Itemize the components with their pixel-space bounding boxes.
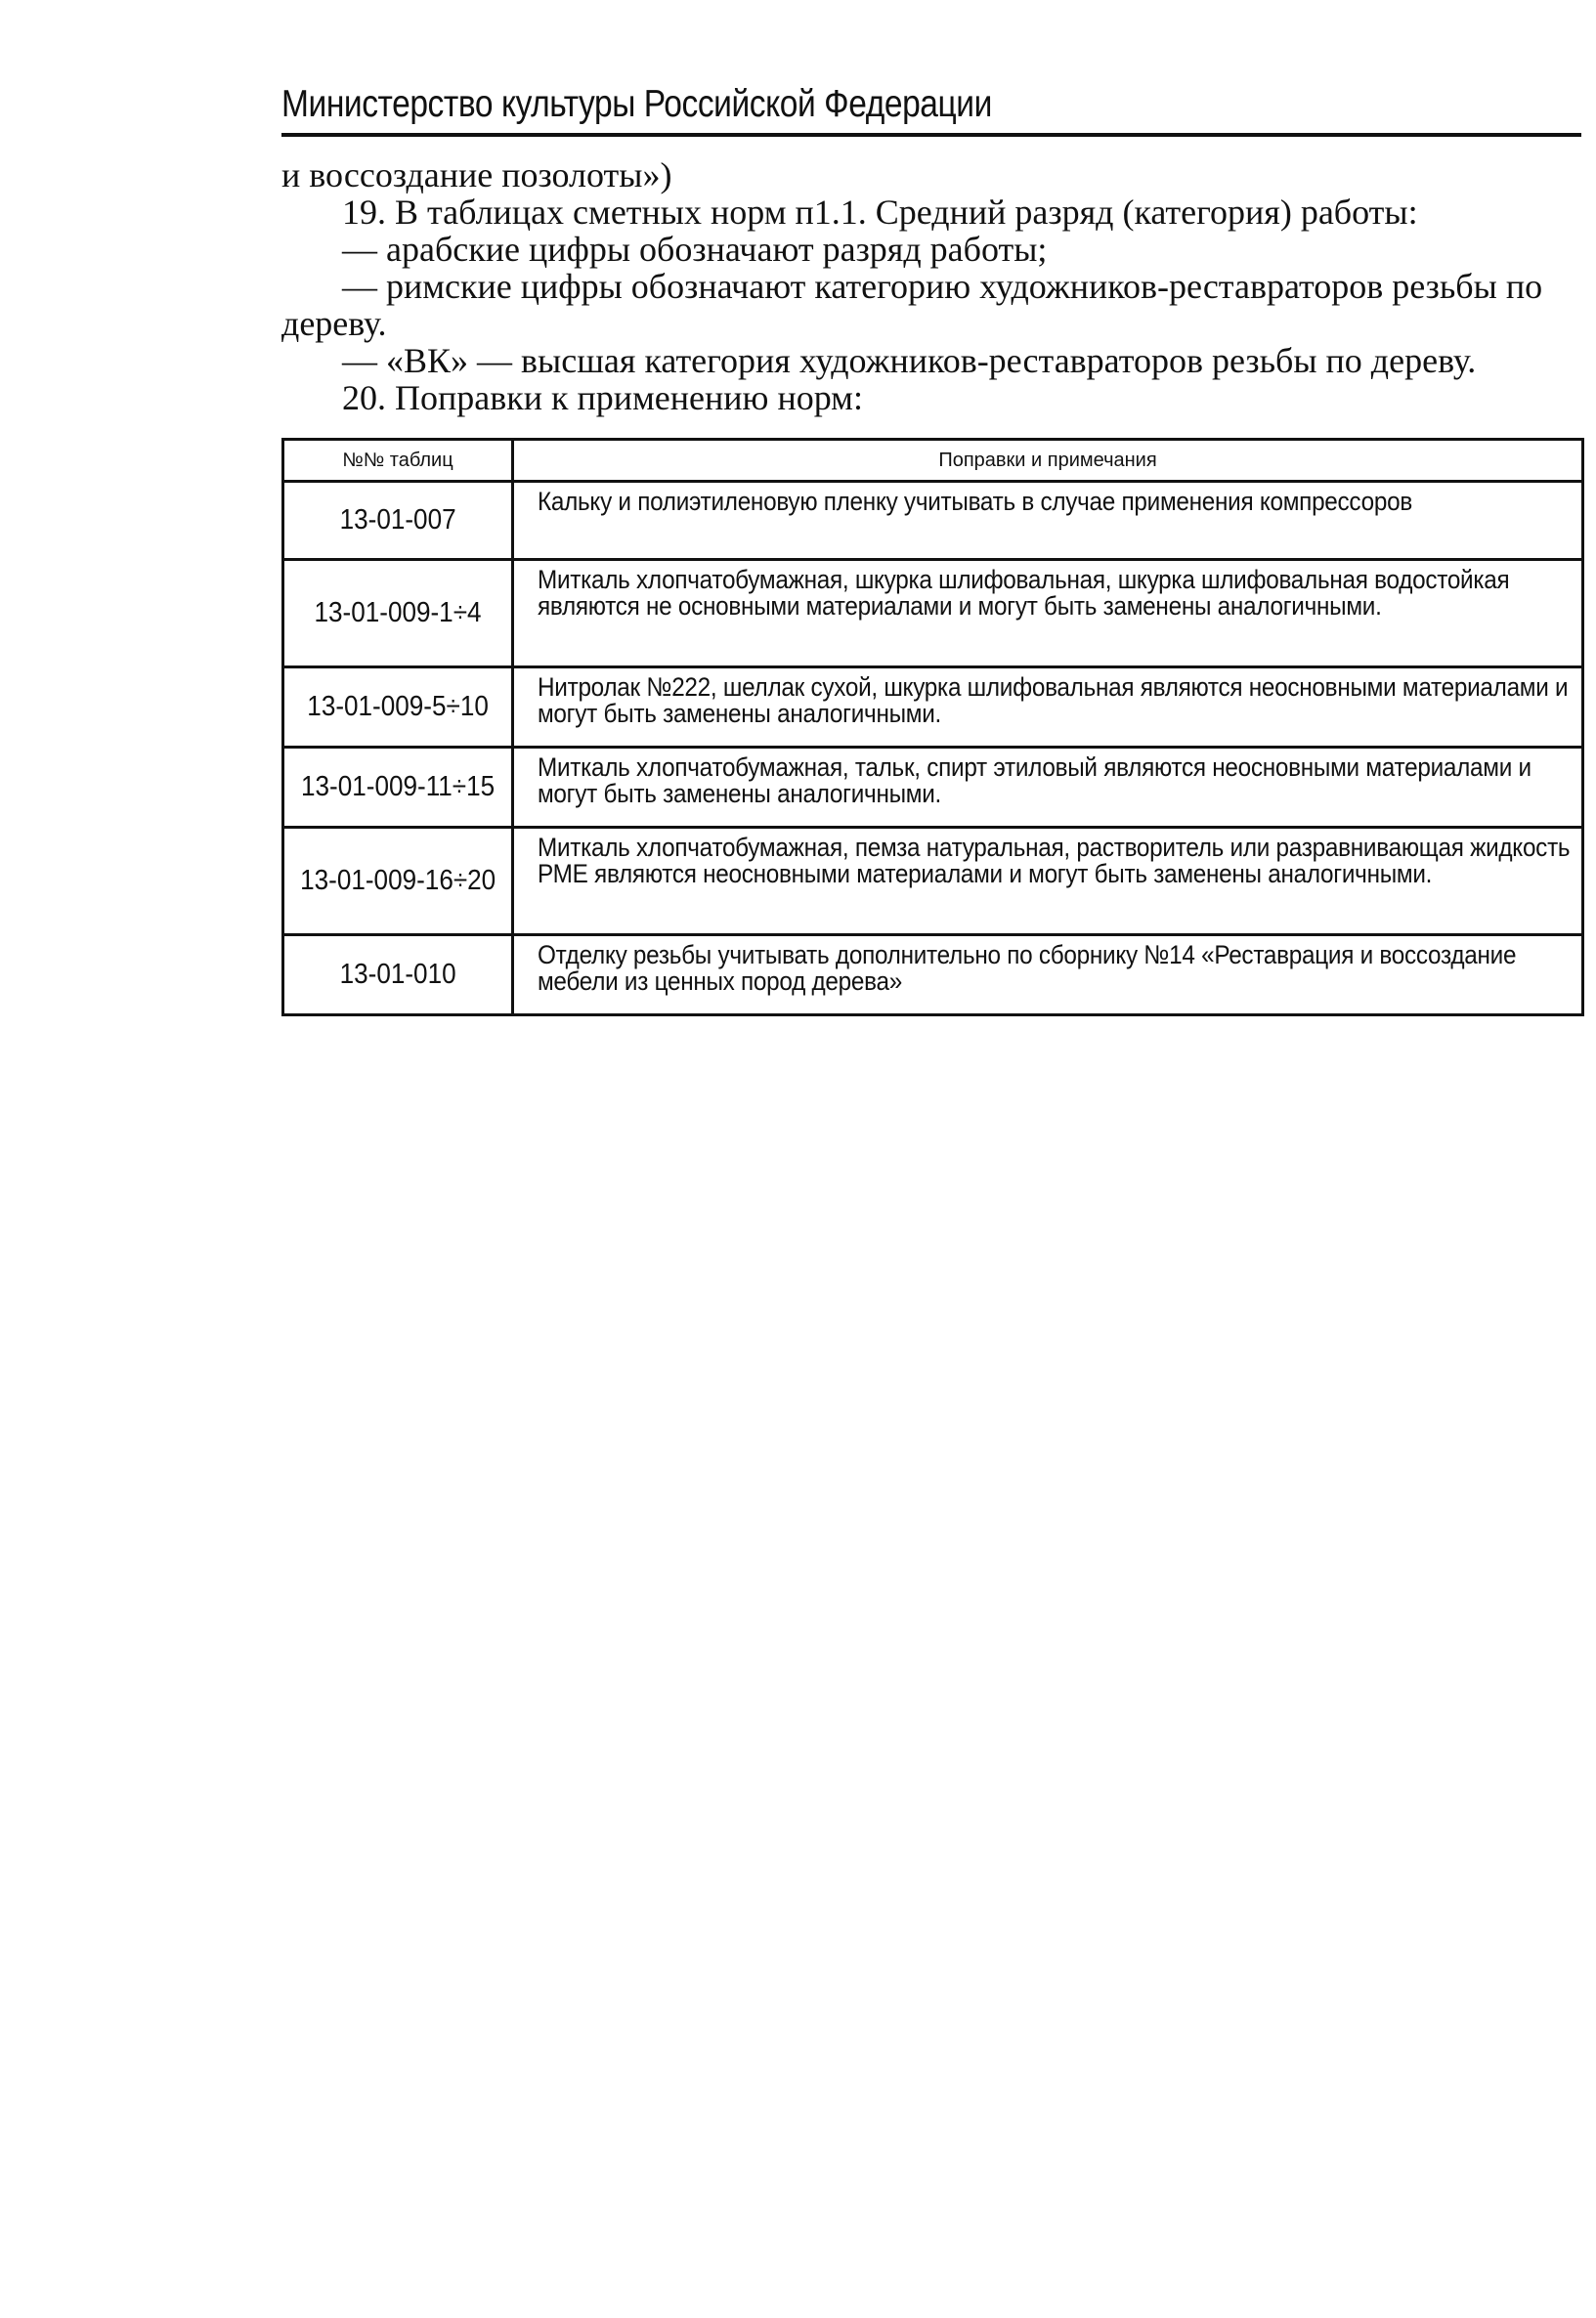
table-note: Миткаль хлопчатобумажная, пемза натуральная, растворитель или разравнивающая жидкость РМЕ являются неосновными материалами и могут быть заменены аналогичными. [538,833,1571,888]
table-row [283,935,1583,1015]
page-header [281,76,1581,137]
paragraph-item-19: 19. В таблицах сметных норм п1.1. Средний разряд (категория) работы: [342,193,1418,232]
table-note: Миткаль хлопчатобумажная, тальк, спирт этиловый являются неосновными материалами и могут быть заменены аналогичными. [538,752,1531,808]
table-code-cell [283,828,513,935]
table-note-cell [513,748,1583,828]
table-row [283,560,1583,667]
table-code-cell [283,748,513,828]
paragraph-item-20: 20. Поправки к применению норм: [342,378,863,417]
norms-table [281,438,1584,1016]
table-note-cell [513,560,1583,667]
table-note: Отделку резьбы учитывать дополнительно по сборнику №14 «Реставрация и воссоздание мебели из ценных пород дерева» [538,940,1517,996]
table-code: 13-01-009-5÷10 [307,691,489,722]
table-code-cell [283,935,513,1015]
table-note-cell [513,828,1583,935]
table-code-cell [283,560,513,667]
table-code-cell [283,667,513,748]
paragraph-continuation: и воссоздание позолоты») [281,155,672,194]
paragraph-roman-digits: — римские цифры обозначают категорию художников-реставраторов резьбы по дереву. [281,267,1543,343]
page-title: Министерство культуры Российской Федерации [281,83,992,125]
table-note: Кальку и полиэтиленовую пленку учитывать в случае применения компрессоров [538,487,1412,516]
table-code-cell [283,482,513,560]
table-code: 13-01-007 [339,504,456,536]
paragraph-vk: — «ВК» — высшая категория художников-реставраторов резьбы по дереву. [342,341,1477,380]
table-row [283,828,1583,935]
paragraph-arabic-digits: — арабские цифры обозначают разряд работы; [342,230,1048,269]
table-header-row [283,440,1583,482]
body-text [281,156,1581,416]
table-note: Нитролак №222, шеллак сухой, шкурка шлифовальная являются неосновными материалами и могут быть заменены аналогичными. [538,672,1569,728]
table-code: 13-01-009-1÷4 [314,597,482,628]
table-note-cell [513,482,1583,560]
table-code: 13-01-010 [339,959,456,990]
table-code: 13-01-009-11÷15 [300,771,496,802]
header-table-numbers: №№ таблиц [283,440,513,482]
table-note: Миткаль хлопчатобумажная, шкурка шлифовальная, шкурка шлифовальная водостойкая являются не основными материалами и могут быть заменены аналогичными. [538,565,1510,621]
table-row [283,482,1583,560]
table-note-cell [513,935,1583,1015]
table-note-cell [513,667,1583,748]
table-row [283,667,1583,748]
table-code: 13-01-009-16÷20 [299,865,496,896]
table-row [283,748,1583,828]
header-notes: Поправки и примечания [513,440,1583,482]
